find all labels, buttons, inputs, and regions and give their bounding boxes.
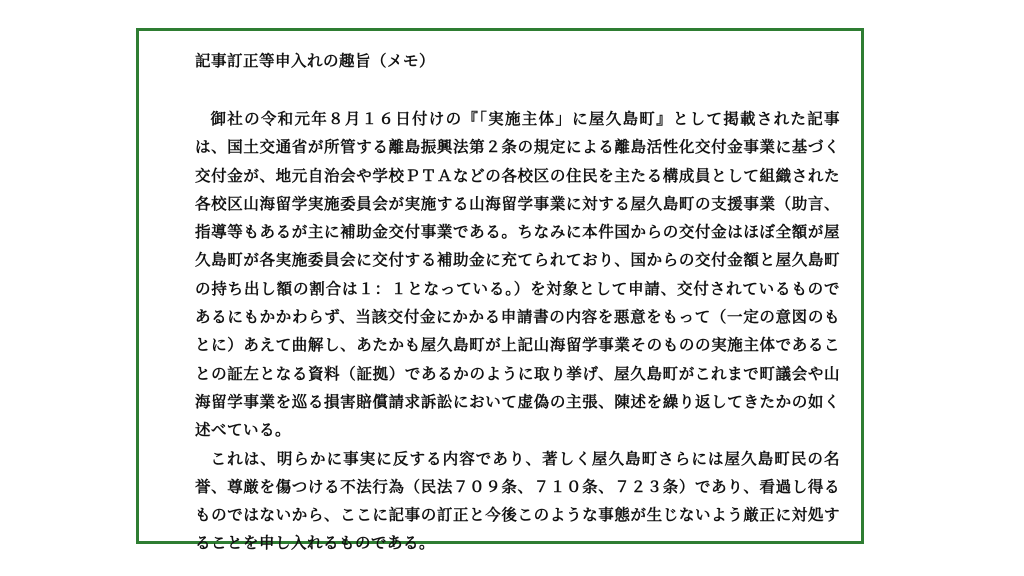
memo-paragraph-1: 御社の令和元年８月１６日付けの『「実施主体」に屋久島町』として掲載された記事は、国土交通省が所管する離島振興法第２条の規定による離島活性化交付金事業に基づく交付金が、地元自治会や学校ＰＴＡなどの各校区の住民を主たる構成員として組織された各校区山海留学実施委員会が実施する山海留学事業に対する屋久島町の支援事業（助言、指導等もあるが主に補助金交付事業である。ちなみに本件国からの交付金はほぼ全額が屋久島町が各実施委員会に交付する補助金に充てられており、国からの交付金額と屋久島町の持ち出し額の割合は１：１となっている。）を対象として申請、交付されているものであるにもかかわらず、当該交付金にかかる申請書の内容を悪意をもって（一定の意図のもとに）あえて曲解し、あたかも屋久島町が上記山海留学事業そのものの実施主体であることの証左となる資料（証拠）であるかのように取り挙げ、屋久島町がこれまで町議会や山海留学事業を巡る損害賠償請求訴訟において虚偽の主張、陳述を繰り返してきたかの如く述べている。 (195, 110, 840, 440)
memo-frame (136, 28, 864, 553)
memo-content (195, 49, 840, 558)
memo-title: 記事訂正等申入れの趣旨（メモ） (195, 52, 436, 70)
memo-paragraph-2: これは、明らかに事実に反する内容であり、著しく屋久島町さらには屋久島町民の名誉、尊厳を傷つける不法行為（民法７０９条、７１０条、７２３条）であり、看過し得るものではないから、ここに記事の訂正と今後このような事態が生じないよう厳正に対処することを申し入れるものである。 (195, 449, 840, 553)
